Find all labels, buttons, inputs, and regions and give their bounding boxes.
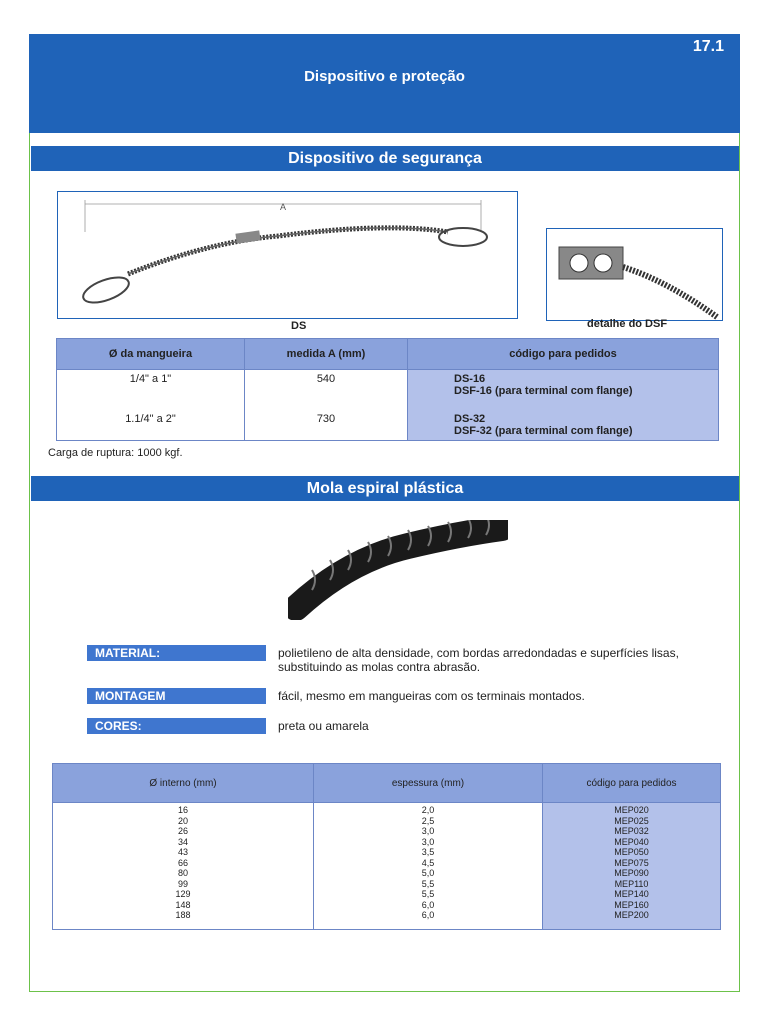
page-header bbox=[29, 34, 740, 133]
code-value: MEP040 bbox=[614, 836, 649, 847]
material-label: MATERIAL: bbox=[87, 645, 266, 661]
table-row bbox=[57, 410, 719, 441]
code-value: MEP032 bbox=[614, 826, 649, 836]
hose-cell: 1.1/4" a 2" bbox=[57, 410, 245, 441]
thickness-value: 2,5 bbox=[421, 815, 435, 826]
cores-label: CORES: bbox=[87, 718, 266, 734]
internal-value: 99 bbox=[177, 878, 188, 889]
thickness-value: 5,5 bbox=[421, 889, 435, 899]
code-value: MEP140 bbox=[614, 889, 649, 899]
dimension-a-label: A bbox=[280, 202, 287, 212]
internal-value: 66 bbox=[177, 857, 188, 868]
code-value: MEP050 bbox=[614, 847, 649, 857]
ds-table bbox=[56, 338, 719, 441]
spiral-spring-image bbox=[288, 520, 508, 620]
thickness-value: 6,0 bbox=[421, 910, 435, 920]
ds-caption: DS bbox=[291, 320, 307, 332]
montagem-text: fácil, mesmo em mangueiras com os terminais montados. bbox=[278, 689, 585, 703]
cores-text: preta ou amarela bbox=[278, 719, 369, 733]
code-cell bbox=[408, 370, 719, 411]
page-number: 17.1 bbox=[692, 38, 724, 55]
thickness-value: 4,5 bbox=[421, 857, 435, 868]
spiral-table bbox=[52, 763, 721, 930]
table-row bbox=[57, 370, 719, 411]
section-title-mola: Mola espiral plástica bbox=[31, 476, 739, 501]
internal-value: 16 bbox=[177, 805, 188, 815]
internal-value: 80 bbox=[177, 868, 188, 878]
measure-cell: 730 bbox=[245, 410, 408, 441]
code-flange: DSF-16 (para terminal com flange) bbox=[454, 385, 633, 397]
thickness-value: 5,5 bbox=[421, 878, 435, 889]
col-header-internal: Ø interno (mm) bbox=[53, 764, 314, 803]
col-header-measure: medida A (mm) bbox=[245, 339, 408, 370]
internal-value: 188 bbox=[175, 910, 191, 920]
table-row bbox=[53, 803, 721, 930]
col-header-thickness: espessura (mm) bbox=[314, 764, 543, 803]
section-title-dispositivo: Dispositivo de segurança bbox=[31, 146, 739, 171]
internal-value: 26 bbox=[177, 826, 188, 836]
code-flange: DSF-32 (para terminal com flange) bbox=[454, 425, 633, 437]
thickness-value: 2,0 bbox=[421, 805, 435, 815]
ds-figure bbox=[57, 191, 518, 319]
page-title: Dispositivo e proteção bbox=[304, 68, 465, 85]
code-primary: DS-16 bbox=[454, 373, 486, 385]
measure-cell: 540 bbox=[245, 370, 408, 411]
col-header-code: código para pedidos bbox=[543, 764, 721, 803]
code-primary: DS-32 bbox=[454, 413, 486, 425]
montagem-label: MONTAGEM bbox=[87, 688, 266, 704]
internal-value: 20 bbox=[177, 815, 188, 826]
thickness-value: 3,5 bbox=[421, 847, 435, 857]
material-text: polietileno de alta densidade, com bordas arredondadas e superfícies lisas, substituindo as molas contra abrasão. bbox=[278, 646, 679, 674]
thickness-value: 5,0 bbox=[421, 868, 435, 878]
thickness-value: 3,0 bbox=[421, 836, 435, 847]
code-value: MEP200 bbox=[614, 910, 649, 920]
internal-value: 148 bbox=[175, 899, 191, 910]
col-header-hose: Ø da mangueira bbox=[57, 339, 245, 370]
internal-value: 43 bbox=[177, 847, 188, 857]
code-column bbox=[543, 803, 721, 930]
code-value: MEP075 bbox=[614, 857, 649, 868]
code-value: MEP090 bbox=[614, 868, 649, 878]
col-header-code: código para pedidos bbox=[408, 339, 719, 370]
internal-value: 34 bbox=[177, 836, 188, 847]
code-value: MEP025 bbox=[614, 815, 649, 826]
internal-column bbox=[53, 803, 314, 930]
thickness-value: 6,0 bbox=[421, 899, 435, 910]
hose-cell: 1/4" a 1" bbox=[57, 370, 245, 411]
code-cell bbox=[408, 410, 719, 441]
dsf-caption: detalhe do DSF bbox=[587, 318, 668, 330]
code-value: MEP110 bbox=[614, 878, 649, 889]
thickness-column bbox=[314, 803, 543, 930]
dsf-detail-figure bbox=[546, 228, 723, 321]
thickness-value: 3,0 bbox=[421, 826, 435, 836]
code-value: MEP020 bbox=[614, 805, 649, 815]
internal-value: 129 bbox=[175, 889, 191, 899]
code-value: MEP160 bbox=[614, 899, 649, 910]
breaking-load-note: Carga de ruptura: 1000 kgf. bbox=[48, 447, 183, 459]
